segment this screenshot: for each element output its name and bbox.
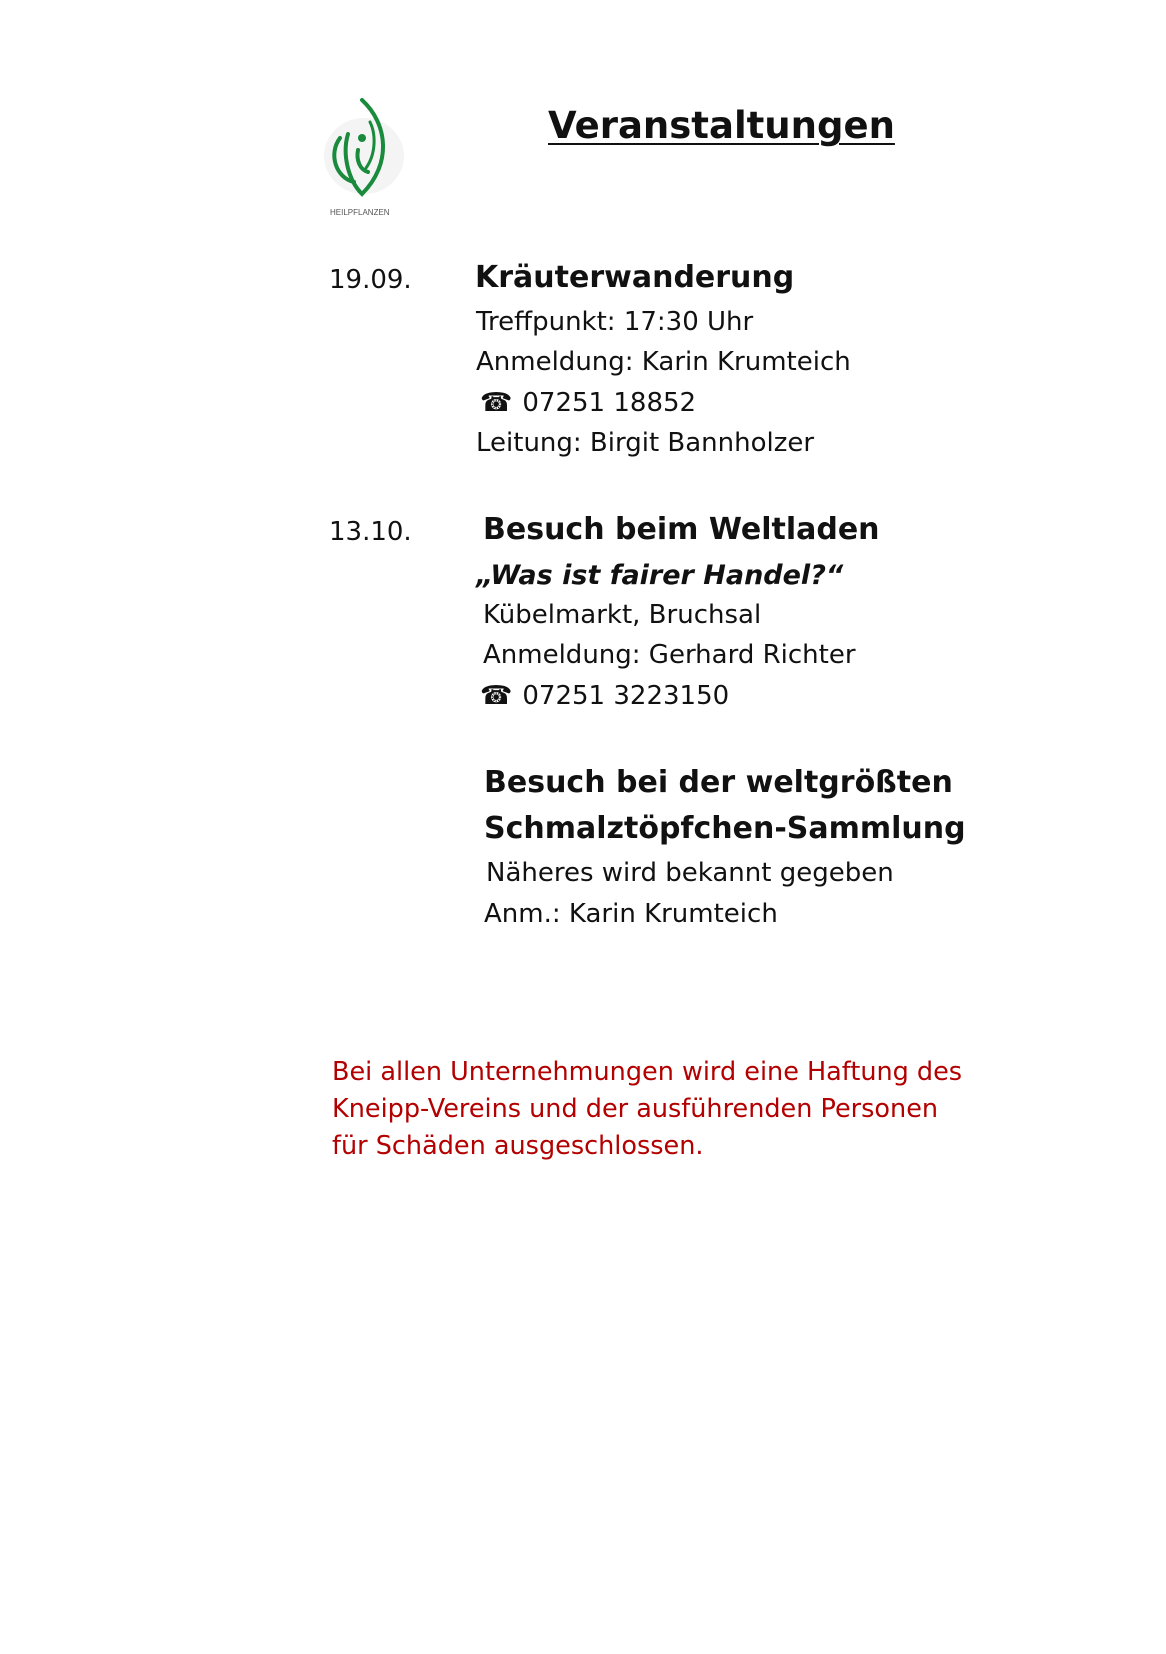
event-title: Besuch beim Weltladen [483, 512, 880, 547]
event-subtitle: „Was ist fairer Handel?“ [476, 560, 844, 591]
event-location: Kübelmarkt, Bruchsal [483, 600, 762, 630]
event-title: Kräuterwanderung [475, 260, 795, 295]
logo-text: HEILPFLANZEN [330, 208, 390, 217]
event-registration: Anmeldung: Karin Krumteich [476, 347, 851, 377]
event-title-line2: Schmalztöpfchen-Sammlung [484, 811, 966, 846]
event-lead: Leitung: Birgit Bannholzer [476, 428, 815, 458]
event-phone [480, 681, 729, 711]
event-info: Näheres wird bekannt gegeben [486, 858, 894, 888]
event-registration: Anmeldung: Gerhard Richter [483, 640, 856, 670]
page-title: Veranstaltungen [548, 104, 895, 147]
telephone-icon: ☎ [480, 388, 513, 418]
event-date: 19.09. [329, 265, 412, 295]
event-phone-number: 07251 3223150 [522, 681, 730, 711]
event-date: 13.10. [329, 517, 412, 547]
leaf-logo-icon [318, 94, 408, 204]
event-phone [480, 388, 696, 418]
kneipp-leaf-logo [318, 94, 408, 224]
event-title-line1: Besuch bei der weltgrößten [484, 765, 953, 800]
event-meeting: Treffpunkt: 17:30 Uhr [476, 307, 754, 337]
event-registration: Anm.: Karin Krumteich [484, 899, 778, 929]
event-phone-number: 07251 18852 [522, 388, 697, 418]
liability-disclaimer: Bei allen Unternehmungen wird eine Haftung des Kneipp-Vereins und der ausführenden Personen für Schäden ausgeschlossen. [332, 1057, 963, 1161]
telephone-icon: ☎ [480, 681, 513, 711]
